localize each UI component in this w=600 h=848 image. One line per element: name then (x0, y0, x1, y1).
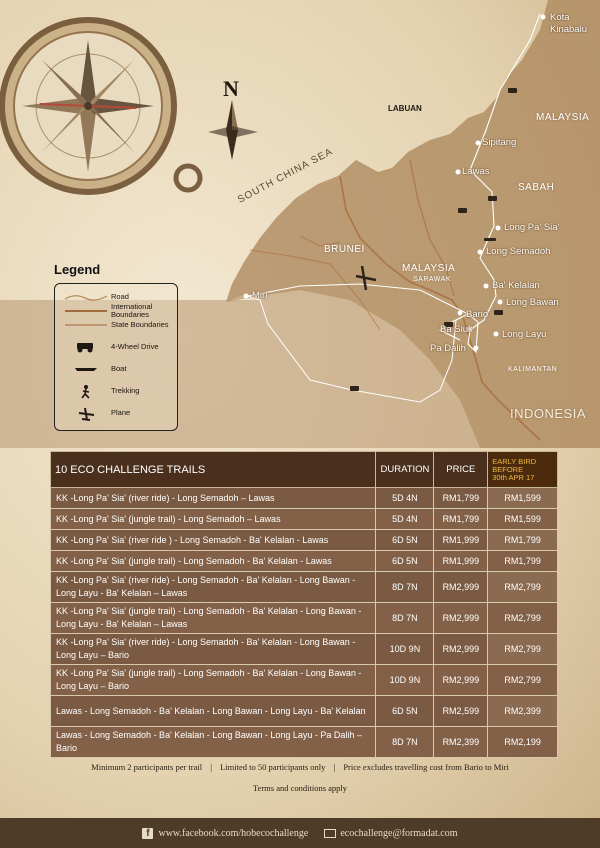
legend-boat: Boat (61, 362, 171, 376)
footnote: Minimum 2 participants per trail | Limited to 50 participants only | Price excludes travelling cost from Bario to Miri (91, 762, 509, 772)
legend-plane: Plane (61, 406, 171, 420)
region-malaysia: MALAYSIA (536, 112, 590, 123)
email-icon (324, 829, 336, 838)
table-row: KK -Long Pa' Sia' (jungle trail) - Long Semadoh - Ba' Kelalan - Lawas 6D 5N RM1,999 RM1,799 (51, 551, 558, 572)
compass-image (2, 20, 200, 192)
sea-label: SOUTH CHINA SEA (236, 146, 335, 206)
place-long-pa-sia: Long Pa' Sia' (504, 222, 560, 233)
facebook-link[interactable]: www.facebook.com/hobecochallenge (158, 827, 309, 839)
table-row: KK -Long Pa' Sia' (jungle trail) - Long Semadoh - Ba' Kelalan - Long Bawan - Long Layu - Ba' Kelalan – Lawas 8D 7N RM2,999 RM2,799 (51, 603, 558, 634)
footer-bar (0, 818, 600, 848)
table-row: KK -Long Pa' Sia' (river ride ) - Long Semadoh - Ba' Kelalan - Lawas 6D 5N RM1,999 RM1,799 (51, 530, 558, 551)
region-sabah: SABAH (518, 182, 555, 193)
place-kinabalu: Kinabalu (550, 24, 587, 35)
place-bario: Bario (466, 309, 489, 320)
place-long-layu: Long Layu (502, 329, 547, 340)
place-sipitang: Sipitang (482, 137, 517, 148)
legend-4wd: 4-Wheel Drive (61, 340, 171, 354)
legend-box (54, 283, 178, 431)
header-duration: DURATION (376, 452, 434, 488)
table-row: Lawas - Long Semadoh - Ba' Kelalan - Long Bawan - Long Layu - Pa Dalih – Bario 8D 7N RM2,399 RM2,199 (51, 727, 558, 758)
region-brunei: BRUNEI (324, 244, 365, 255)
facebook-icon: f (142, 828, 153, 839)
trekking-icon (61, 385, 111, 397)
table-header-row (51, 452, 558, 488)
international-boundary-icon (61, 305, 111, 317)
road-symbol-icon (61, 291, 111, 303)
region-sarawak: SARAWAK (413, 276, 451, 283)
email-link[interactable]: ecochallenge@formadat.com (340, 827, 458, 839)
terms-note: Terms and conditions apply (252, 783, 348, 793)
region-kalimantan: KALIMANTAN (508, 366, 558, 373)
header-price: PRICE (434, 452, 488, 488)
place-miri: Miri (252, 290, 268, 301)
place-ba-siuk: Ba Siuk (440, 324, 473, 335)
region-indonesia: INDONESIA (510, 406, 587, 421)
place-ba-kelalan: Ba' Kelalan (492, 280, 540, 291)
table-row: Lawas - Long Semadoh - Ba' Kelalan - Long Bawan - Long Layu - Ba' Kelalan 6D 5N RM2,599 RM2,399 (51, 696, 558, 727)
table-row: KK -Long Pa' Sia' (jungle trail) - Long Semadoh – Lawas 5D 4N RM1,799 RM1,599 (51, 509, 558, 530)
trails-table (50, 451, 558, 758)
legend-title: Legend (54, 262, 101, 277)
labuan-label: LABUAN (388, 104, 422, 113)
legend-road: Road (61, 290, 171, 304)
table-row: KK -Long Pa' Sia' (river ride) - Long Semadoh - Ba' Kelalan - Long Bawan - Long Layu – Bario 10D 9N RM2,999 RM2,799 (51, 634, 558, 665)
four-wheel-drive-icon (61, 341, 111, 353)
legend-trekking: Trekking (61, 384, 171, 398)
header-early-bird: EARLY BIRD BEFORE 30th APR 17 (488, 452, 558, 488)
legend (54, 262, 178, 431)
legend-international: International Boundaries (61, 304, 171, 318)
table-row: KK -Long Pa' Sia' (river ride) - Long Semadoh - Ba' Kelalan - Long Bawan - Long Layu - Ba' Kelalan – Lawas 8D 7N RM2,999 RM2,799 (51, 572, 558, 603)
state-boundary-icon (61, 319, 111, 331)
table-row: KK -Long Pa' Sia' (jungle trail) - Long Semadoh - Ba' Kelalan - Long Bawan - Long Layu – Bario 10D 9N RM2,999 RM2,799 (51, 665, 558, 696)
boat-icon (61, 363, 111, 375)
place-kota: Kota (550, 12, 570, 23)
north-label: N (223, 76, 239, 101)
legend-state: State Boundaries (61, 318, 171, 332)
plane-icon (61, 407, 111, 419)
north-arrow-icon (208, 100, 258, 160)
place-long-semadoh: Long Semadoh (486, 246, 551, 257)
place-lawas: Lawas (462, 166, 490, 177)
header-trail: 10 ECO CHALLENGE TRAILS (51, 452, 376, 488)
place-pa-dalih: Pa Dalih (430, 343, 466, 354)
place-long-bawan: Long Bawan (506, 297, 559, 308)
region-malaysia-sarawak: MALAYSIA (402, 263, 456, 274)
table-row: KK -Long Pa' Sia' (river ride) - Long Semadoh – Lawas 5D 4N RM1,799 RM1,599 (51, 488, 558, 509)
